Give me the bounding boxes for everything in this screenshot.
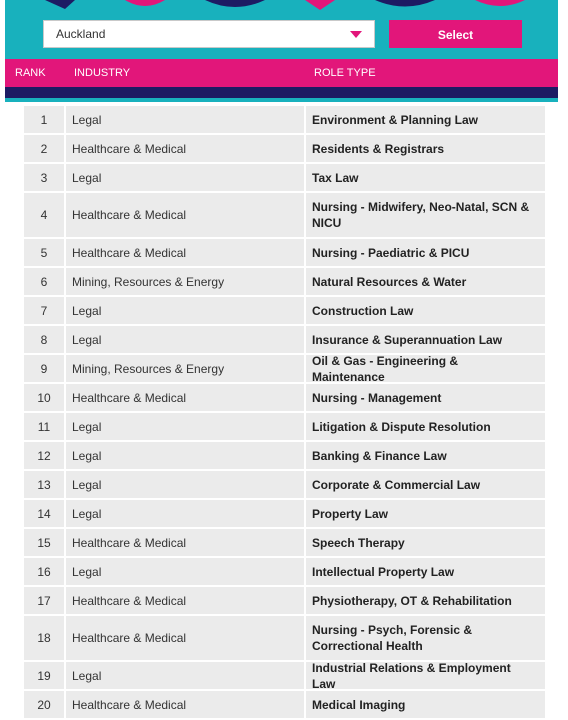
industry-cell: Healthcare & Medical: [66, 529, 306, 556]
banner-decoration: [5, 0, 558, 16]
filter-banner: [5, 0, 558, 102]
role-type-cell: Residents & Registrars: [312, 141, 445, 156]
table-row: [24, 355, 545, 384]
industry-cell: Legal: [66, 326, 306, 353]
rank-cell: 17: [24, 587, 66, 614]
rank-cell: 2: [24, 135, 66, 162]
industry-cell: Legal: [66, 500, 306, 527]
industry-cell: Legal: [66, 442, 306, 469]
table-header: [5, 59, 558, 87]
industry-cell: Healthcare & Medical: [66, 135, 306, 162]
industry-cell: Healthcare & Medical: [66, 193, 306, 237]
rank-cell: 4: [24, 193, 66, 237]
role-type-cell: Speech Therapy: [312, 535, 405, 550]
table-row: [24, 297, 545, 326]
industry-cell: Legal: [66, 106, 306, 133]
rank-cell: 18: [24, 616, 66, 660]
rank-cell: 19: [24, 662, 66, 689]
table-row: [24, 442, 545, 471]
rank-cell: 12: [24, 442, 66, 469]
role-type-cell: Environment & Planning Law: [312, 112, 479, 127]
role-type-cell: Nursing - Psych, Forensic & Correctional Health: [312, 623, 473, 653]
ranking-table: [24, 106, 545, 720]
industry-cell: Healthcare & Medical: [66, 587, 306, 614]
location-select[interactable]: [43, 20, 375, 48]
table-row: [24, 135, 545, 164]
rank-cell: 20: [24, 691, 66, 718]
location-select-value: Auckland: [56, 27, 106, 41]
table-row: [24, 529, 545, 558]
industry-cell: Mining, Resources & Energy: [66, 268, 306, 295]
rank-cell: 1: [24, 106, 66, 133]
industry-cell: Legal: [66, 662, 306, 689]
header-underbar: [5, 87, 558, 98]
role-type-cell: Nursing - Midwifery, Neo-Natal, SCN & NICU: [312, 200, 530, 230]
role-type-cell: Industrial Relations & Employment Law: [312, 660, 511, 691]
industry-cell: Legal: [66, 558, 306, 585]
header-role-type: ROLE TYPE: [314, 67, 376, 79]
table-row: [24, 471, 545, 500]
table-row: [24, 558, 545, 587]
table-row: [24, 239, 545, 268]
industry-cell: Healthcare & Medical: [66, 239, 306, 266]
table-row: [24, 616, 545, 662]
industry-cell: Healthcare & Medical: [66, 616, 306, 660]
table-row: [24, 268, 545, 297]
role-type-cell: Property Law: [312, 506, 389, 521]
rank-cell: 11: [24, 413, 66, 440]
role-type-cell: Nursing - Paediatric & PICU: [312, 245, 470, 260]
rank-cell: 3: [24, 164, 66, 191]
table-row: [24, 691, 545, 720]
role-type-cell: Oil & Gas - Engineering & Maintenance: [312, 353, 459, 384]
rank-cell: 6: [24, 268, 66, 295]
industry-cell: Mining, Resources & Energy: [66, 355, 306, 382]
role-type-cell: Banking & Finance Law: [312, 448, 447, 463]
industry-cell: Legal: [66, 297, 306, 324]
rank-cell: 8: [24, 326, 66, 353]
rank-cell: 9: [24, 355, 66, 382]
dropdown-arrow-icon: [350, 31, 362, 38]
industry-cell: Healthcare & Medical: [66, 384, 306, 411]
role-type-cell: Litigation & Dispute Resolution: [312, 419, 491, 434]
rank-cell: 7: [24, 297, 66, 324]
table-row: [24, 193, 545, 239]
rank-cell: 13: [24, 471, 66, 498]
header-industry: INDUSTRY: [74, 67, 131, 79]
rank-cell: 15: [24, 529, 66, 556]
rank-cell: 14: [24, 500, 66, 527]
role-type-cell: Insurance & Superannuation Law: [312, 332, 503, 347]
role-type-cell: Construction Law: [312, 303, 414, 318]
header-rank: RANK: [15, 67, 46, 79]
industry-cell: Legal: [66, 164, 306, 191]
role-type-cell: Tax Law: [312, 170, 359, 185]
table-row: [24, 106, 545, 135]
industry-cell: Healthcare & Medical: [66, 691, 306, 718]
role-type-cell: Medical Imaging: [312, 697, 406, 712]
table-row: [24, 326, 545, 355]
industry-cell: Legal: [66, 471, 306, 498]
industry-cell: Legal: [66, 413, 306, 440]
rank-cell: 5: [24, 239, 66, 266]
table-row: [24, 587, 545, 616]
role-type-cell: Intellectual Property Law: [312, 564, 455, 579]
select-button[interactable]: Select: [389, 20, 522, 48]
role-type-cell: Nursing - Management: [312, 390, 442, 405]
rank-cell: 16: [24, 558, 66, 585]
table-row: [24, 413, 545, 442]
role-type-cell: Natural Resources & Water: [312, 274, 467, 289]
role-type-cell: Physiotherapy, OT & Rehabilitation: [312, 593, 512, 608]
table-row: [24, 500, 545, 529]
rank-cell: 10: [24, 384, 66, 411]
table-row: [24, 164, 545, 193]
role-type-cell: Corporate & Commercial Law: [312, 477, 481, 492]
table-row: [24, 662, 545, 691]
table-row: [24, 384, 545, 413]
